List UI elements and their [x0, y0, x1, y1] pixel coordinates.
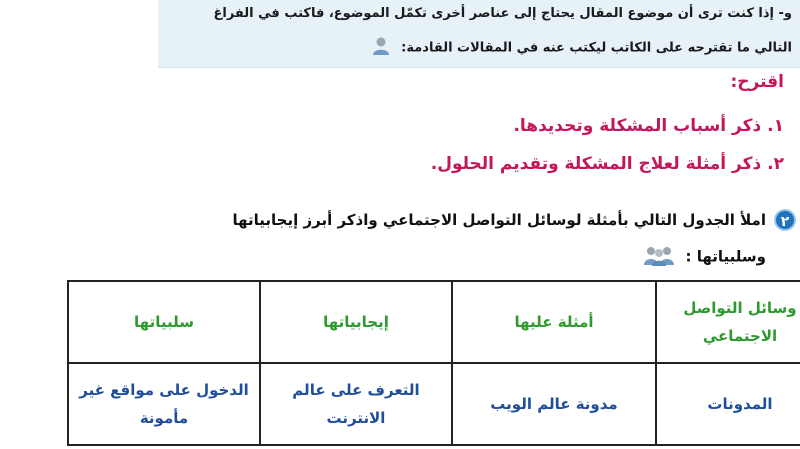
cell-platform: المدونات [656, 363, 800, 445]
question-line-2 [371, 36, 792, 60]
question-line-1: و- إذا كنت ترى أن موضوع المقال يحتاج إلى عناصر أخرى تكمّل الموضوع، فاكتب في الفراغ [213, 6, 792, 21]
cell-pros: التعرف على عالم الانترنت [260, 363, 452, 445]
person-icon [371, 36, 391, 60]
task-line-2 [642, 244, 766, 270]
task-number-badge: ٢ [774, 209, 796, 231]
question-box [158, 0, 800, 68]
suggestion-item-1: ١. ذكر أسباب المشكلة وتحديدها. [513, 116, 784, 136]
cell-example: مدونة عالم الويب [452, 363, 656, 445]
table-header-row [68, 281, 800, 363]
header-cell-cons: سلبياتها [68, 281, 260, 363]
group-icon [642, 244, 676, 270]
task-line-1: املأ الجدول التالي بأمثلة لوسائل التواصل الاجتماعي واذكر أبرز إيجابياتها [232, 211, 766, 229]
social-media-table [67, 280, 800, 446]
task-line-2-text: وسلبياتها : [685, 247, 766, 266]
question-line-2-text: التالي ما تقترحه على الكاتب ليكتب عنه في المقالات القادمة: [401, 40, 792, 56]
suggestion-heading: اقترح: [730, 72, 784, 92]
header-cell-pros: إيجابياتها [260, 281, 452, 363]
header-cell-platform: وسائل التواصل الاجتماعي [656, 281, 800, 363]
suggestion-item-2: ٢. ذكر أمثلة لعلاج المشكلة وتقديم الحلول. [430, 154, 784, 174]
cell-cons: الدخول على مواقع غير مأمونة [68, 363, 260, 445]
table-row [68, 363, 800, 445]
header-cell-examples: أمثلة عليها [452, 281, 656, 363]
